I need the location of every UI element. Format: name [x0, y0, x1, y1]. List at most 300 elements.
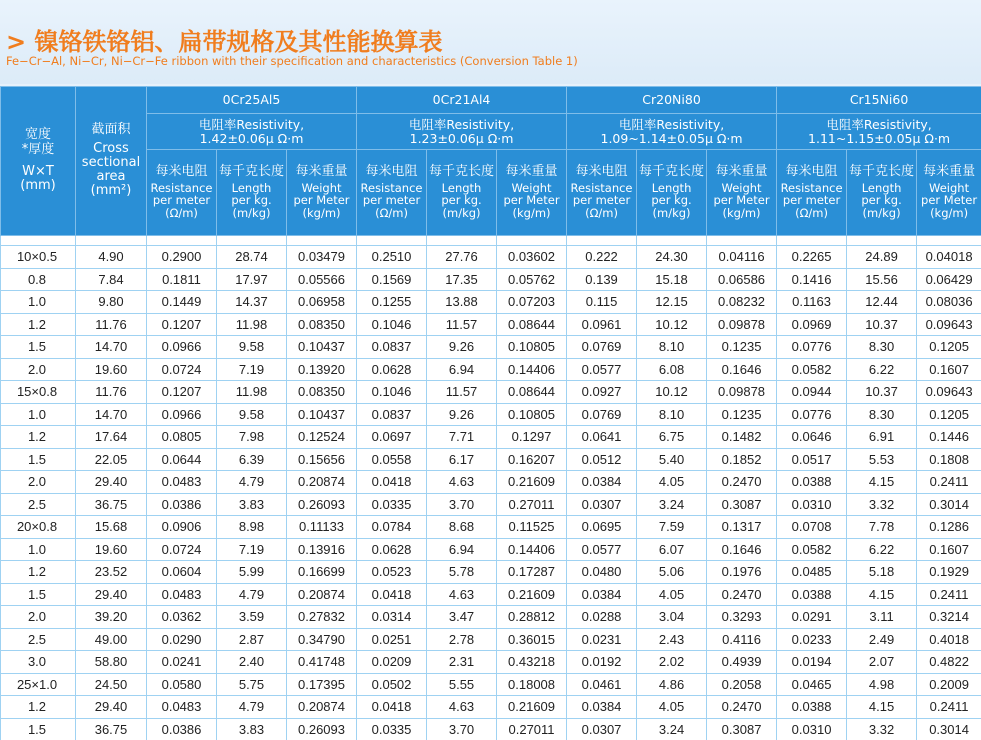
- value-cell: 0.0388: [777, 471, 847, 494]
- table-row: [1, 718, 981, 740]
- value-cell: 2.31: [427, 651, 497, 674]
- value-cell: 6.22: [847, 358, 917, 381]
- value-cell: 0.0784: [357, 516, 427, 539]
- value-cell: 4.63: [427, 696, 497, 719]
- value-cell: 10.12: [637, 381, 707, 404]
- value-cell: 0.41748: [287, 651, 357, 674]
- value-cell: 3.70: [427, 493, 497, 516]
- value-cell: 0.0944: [777, 381, 847, 404]
- table-row: [1, 426, 981, 449]
- value-cell: 0.2411: [917, 696, 981, 719]
- value-cell: 0.28812: [497, 606, 567, 629]
- value-cell: 0.13916: [287, 538, 357, 561]
- area-cell: 39.20: [76, 606, 147, 629]
- value-cell: 4.05: [637, 471, 707, 494]
- value-cell: 0.0310: [777, 718, 847, 740]
- length-per-kg-header: 每千克长度 Length per kg. (m/kg): [637, 150, 707, 236]
- value-cell: 0.0577: [567, 538, 637, 561]
- value-cell: 7.78: [847, 516, 917, 539]
- value-cell: 0.2470: [707, 583, 777, 606]
- dimension-cell: 1.5: [1, 336, 76, 359]
- value-cell: 2.87: [217, 628, 287, 651]
- value-cell: 0.3014: [917, 718, 981, 740]
- value-cell: 4.63: [427, 471, 497, 494]
- value-cell: 0.0480: [567, 561, 637, 584]
- value-cell: 0.0418: [357, 471, 427, 494]
- value-cell: 11.57: [427, 313, 497, 336]
- dimension-cell: 1.0: [1, 403, 76, 426]
- dimension-header: 宽度 *厚度 W×T (mm): [1, 87, 76, 236]
- value-cell: 0.0776: [777, 403, 847, 426]
- value-cell: 0.139: [567, 268, 637, 291]
- value-cell: 0.08350: [287, 381, 357, 404]
- value-cell: 0.1646: [707, 538, 777, 561]
- value-cell: 0.05762: [497, 268, 567, 291]
- value-cell: 0.1446: [917, 426, 981, 449]
- table-row: [1, 313, 981, 336]
- value-cell: 0.0386: [147, 493, 217, 516]
- value-cell: 0.0697: [357, 426, 427, 449]
- dimension-cell: 25×1.0: [1, 673, 76, 696]
- value-cell: 0.0461: [567, 673, 637, 696]
- value-cell: 3.59: [217, 606, 287, 629]
- value-cell: 9.26: [427, 403, 497, 426]
- table-row: [1, 493, 981, 516]
- weight-per-meter-header: 每米重量 Weight per Meter (kg/m): [497, 150, 567, 236]
- value-cell: 0.0290: [147, 628, 217, 651]
- value-cell: 2.40: [217, 651, 287, 674]
- value-cell: 0.1569: [357, 268, 427, 291]
- area-cell: 22.05: [76, 448, 147, 471]
- value-cell: 11.57: [427, 381, 497, 404]
- value-cell: 0.1046: [357, 313, 427, 336]
- value-cell: 0.14406: [497, 538, 567, 561]
- resistance-per-meter-header: 每米电阻 Resistance per meter (Ω/m): [567, 150, 637, 236]
- value-cell: 4.79: [217, 583, 287, 606]
- value-cell: 3.83: [217, 493, 287, 516]
- dimension-cell: 1.5: [1, 718, 76, 740]
- value-cell: 0.0580: [147, 673, 217, 696]
- value-cell: 0.1416: [777, 268, 847, 291]
- value-cell: 0.0386: [147, 718, 217, 740]
- value-cell: 0.2900: [147, 246, 217, 269]
- value-cell: 0.10805: [497, 403, 567, 426]
- value-cell: 0.0465: [777, 673, 847, 696]
- material-header: Cr20Ni80: [567, 87, 777, 114]
- material-header: Cr15Ni60: [777, 87, 981, 114]
- table-row: [1, 268, 981, 291]
- spacer-row: [1, 236, 981, 246]
- value-cell: 0.0314: [357, 606, 427, 629]
- dimension-cell: 20×0.8: [1, 516, 76, 539]
- value-cell: 0.11133: [287, 516, 357, 539]
- value-cell: 0.0966: [147, 403, 217, 426]
- value-cell: 5.06: [637, 561, 707, 584]
- value-cell: 28.74: [217, 246, 287, 269]
- value-cell: 4.05: [637, 583, 707, 606]
- value-cell: 0.11525: [497, 516, 567, 539]
- value-cell: 0.0209: [357, 651, 427, 674]
- value-cell: 0.06586: [707, 268, 777, 291]
- resistance-per-meter-header: 每米电阻 Resistance per meter (Ω/m): [777, 150, 847, 236]
- value-cell: 2.02: [637, 651, 707, 674]
- dimension-cell: 2.0: [1, 471, 76, 494]
- value-cell: 7.19: [217, 358, 287, 381]
- value-cell: 3.11: [847, 606, 917, 629]
- value-cell: 0.08232: [707, 291, 777, 314]
- area-cell: 9.80: [76, 291, 147, 314]
- value-cell: 0.0558: [357, 448, 427, 471]
- value-cell: 0.36015: [497, 628, 567, 651]
- value-cell: 0.1207: [147, 381, 217, 404]
- value-cell: 0.4939: [707, 651, 777, 674]
- area-header: 截面积 Cross sectional area (mm²): [76, 87, 147, 236]
- value-cell: 4.79: [217, 696, 287, 719]
- value-cell: 0.0695: [567, 516, 637, 539]
- value-cell: 0.0192: [567, 651, 637, 674]
- value-cell: 4.15: [847, 583, 917, 606]
- value-cell: 0.27011: [497, 493, 567, 516]
- value-cell: 0.27011: [497, 718, 567, 740]
- value-cell: 0.0708: [777, 516, 847, 539]
- value-cell: 3.24: [637, 718, 707, 740]
- value-cell: 6.07: [637, 538, 707, 561]
- area-cell: 14.70: [76, 336, 147, 359]
- table-row: [1, 291, 981, 314]
- value-cell: 7.98: [217, 426, 287, 449]
- length-per-kg-header: 每千克长度 Length per kg. (m/kg): [847, 150, 917, 236]
- value-cell: 0.09643: [917, 313, 981, 336]
- area-cell: 19.60: [76, 358, 147, 381]
- dimension-cell: 1.2: [1, 426, 76, 449]
- value-cell: 0.08644: [497, 313, 567, 336]
- value-cell: 6.22: [847, 538, 917, 561]
- value-cell: 0.0628: [357, 538, 427, 561]
- value-cell: 0.1163: [777, 291, 847, 314]
- value-cell: 0.0646: [777, 426, 847, 449]
- value-cell: 0.0384: [567, 471, 637, 494]
- value-cell: 0.10805: [497, 336, 567, 359]
- value-cell: 27.76: [427, 246, 497, 269]
- value-cell: 0.3214: [917, 606, 981, 629]
- value-cell: 11.98: [217, 381, 287, 404]
- table-row: [1, 606, 981, 629]
- value-cell: 5.18: [847, 561, 917, 584]
- value-cell: 0.1811: [147, 268, 217, 291]
- value-cell: 0.1205: [917, 336, 981, 359]
- area-cell: 29.40: [76, 583, 147, 606]
- value-cell: 0.0307: [567, 718, 637, 740]
- value-cell: 10.12: [637, 313, 707, 336]
- value-cell: 0.0362: [147, 606, 217, 629]
- value-cell: 0.0523: [357, 561, 427, 584]
- value-cell: 2.43: [637, 628, 707, 651]
- value-cell: 0.1235: [707, 403, 777, 426]
- value-cell: 0.0644: [147, 448, 217, 471]
- value-cell: 4.15: [847, 471, 917, 494]
- value-cell: 10.37: [847, 381, 917, 404]
- value-cell: 2.78: [427, 628, 497, 651]
- value-cell: 0.0384: [567, 583, 637, 606]
- value-cell: 0.0194: [777, 651, 847, 674]
- table-row: [1, 516, 981, 539]
- value-cell: 0.3087: [707, 718, 777, 740]
- area-cell: 49.00: [76, 628, 147, 651]
- value-cell: 0.0310: [777, 493, 847, 516]
- dimension-cell: 1.2: [1, 313, 76, 336]
- value-cell: 0.1046: [357, 381, 427, 404]
- resistance-per-meter-header: 每米电阻 Resistance per meter (Ω/m): [147, 150, 217, 236]
- value-cell: 0.43218: [497, 651, 567, 674]
- dimension-cell: 2.0: [1, 606, 76, 629]
- value-cell: 0.3293: [707, 606, 777, 629]
- area-cell: 36.75: [76, 718, 147, 740]
- material-header: 0Cr25Al5: [147, 87, 357, 114]
- value-cell: 6.08: [637, 358, 707, 381]
- value-cell: 0.0628: [357, 358, 427, 381]
- value-cell: 0.0483: [147, 471, 217, 494]
- value-cell: 8.30: [847, 403, 917, 426]
- value-cell: 4.86: [637, 673, 707, 696]
- value-cell: 0.4822: [917, 651, 981, 674]
- value-cell: 5.53: [847, 448, 917, 471]
- value-cell: 0.27832: [287, 606, 357, 629]
- value-cell: 4.05: [637, 696, 707, 719]
- value-cell: 8.10: [637, 336, 707, 359]
- dimension-cell: 1.0: [1, 291, 76, 314]
- area-cell: 24.50: [76, 673, 147, 696]
- value-cell: 0.0483: [147, 583, 217, 606]
- value-cell: 0.0724: [147, 358, 217, 381]
- value-cell: 0.17287: [497, 561, 567, 584]
- value-cell: 0.21609: [497, 471, 567, 494]
- value-cell: 0.1646: [707, 358, 777, 381]
- value-cell: 0.0251: [357, 628, 427, 651]
- value-cell: 8.10: [637, 403, 707, 426]
- value-cell: 0.0604: [147, 561, 217, 584]
- value-cell: 0.1852: [707, 448, 777, 471]
- value-cell: 8.98: [217, 516, 287, 539]
- value-cell: 0.0288: [567, 606, 637, 629]
- resistivity-header: 电阻率Resistivity, 1.42±0.06μ Ω·m: [147, 114, 357, 150]
- value-cell: 0.2058: [707, 673, 777, 696]
- dimension-cell: 1.0: [1, 538, 76, 561]
- value-cell: 0.2009: [917, 673, 981, 696]
- dimension-cell: 15×0.8: [1, 381, 76, 404]
- value-cell: 2.49: [847, 628, 917, 651]
- value-cell: 4.63: [427, 583, 497, 606]
- value-cell: 12.15: [637, 291, 707, 314]
- value-cell: 5.78: [427, 561, 497, 584]
- value-cell: 0.05566: [287, 268, 357, 291]
- value-cell: 0.3087: [707, 493, 777, 516]
- value-cell: 0.06958: [287, 291, 357, 314]
- value-cell: 15.18: [637, 268, 707, 291]
- value-cell: 0.0769: [567, 336, 637, 359]
- value-cell: 0.1286: [917, 516, 981, 539]
- value-cell: 0.0927: [567, 381, 637, 404]
- value-cell: 10.37: [847, 313, 917, 336]
- value-cell: 6.39: [217, 448, 287, 471]
- dimension-cell: 1.5: [1, 448, 76, 471]
- value-cell: 0.1297: [497, 426, 567, 449]
- value-cell: 0.0837: [357, 403, 427, 426]
- value-cell: 7.59: [637, 516, 707, 539]
- value-cell: 0.115: [567, 291, 637, 314]
- value-cell: 17.97: [217, 268, 287, 291]
- value-cell: 0.0483: [147, 696, 217, 719]
- table-row: [1, 403, 981, 426]
- table-row: [1, 471, 981, 494]
- value-cell: 3.32: [847, 493, 917, 516]
- value-cell: 0.0577: [567, 358, 637, 381]
- value-cell: 0.2265: [777, 246, 847, 269]
- weight-per-meter-header: 每米重量 Weight per Meter (kg/m): [707, 150, 777, 236]
- value-cell: 0.09878: [707, 381, 777, 404]
- value-cell: 6.91: [847, 426, 917, 449]
- value-cell: 5.55: [427, 673, 497, 696]
- value-cell: 0.09643: [917, 381, 981, 404]
- value-cell: 6.75: [637, 426, 707, 449]
- value-cell: 0.20874: [287, 583, 357, 606]
- length-per-kg-header: 每千克长度 Length per kg. (m/kg): [427, 150, 497, 236]
- conversion-table: [0, 86, 981, 740]
- area-cell: 17.64: [76, 426, 147, 449]
- value-cell: 0.0969: [777, 313, 847, 336]
- value-cell: 17.35: [427, 268, 497, 291]
- value-cell: 6.94: [427, 538, 497, 561]
- value-cell: 0.15656: [287, 448, 357, 471]
- value-cell: 0.1607: [917, 538, 981, 561]
- value-cell: 0.2470: [707, 696, 777, 719]
- value-cell: 3.83: [217, 718, 287, 740]
- value-cell: 0.16207: [497, 448, 567, 471]
- page-title: > 镍铬铁铬铝、扁带规格及其性能换算表: [6, 28, 443, 56]
- value-cell: 0.08036: [917, 291, 981, 314]
- value-cell: 0.0961: [567, 313, 637, 336]
- value-cell: 0.1317: [707, 516, 777, 539]
- value-cell: 0.1482: [707, 426, 777, 449]
- page-subtitle: Fe−Cr−Al, Ni−Cr, Ni−Cr−Fe ribbon with their specification and characteristics (Conversion Table 1): [6, 54, 578, 68]
- value-cell: 0.4018: [917, 628, 981, 651]
- value-cell: 0.0335: [357, 493, 427, 516]
- value-cell: 0.07203: [497, 291, 567, 314]
- value-cell: 0.2470: [707, 471, 777, 494]
- value-cell: 0.10437: [287, 336, 357, 359]
- value-cell: 9.58: [217, 336, 287, 359]
- value-cell: 0.0418: [357, 583, 427, 606]
- value-cell: 9.26: [427, 336, 497, 359]
- value-cell: 0.0291: [777, 606, 847, 629]
- value-cell: 0.17395: [287, 673, 357, 696]
- value-cell: 0.0384: [567, 696, 637, 719]
- value-cell: 7.71: [427, 426, 497, 449]
- dimension-cell: 1.2: [1, 561, 76, 584]
- table-row: [1, 381, 981, 404]
- dimension-cell: 0.8: [1, 268, 76, 291]
- value-cell: 0.0231: [567, 628, 637, 651]
- weight-per-meter-header: 每米重量 Weight per Meter (kg/m): [287, 150, 357, 236]
- dimension-cell: 2.5: [1, 493, 76, 516]
- value-cell: 15.56: [847, 268, 917, 291]
- dimension-cell: 2.5: [1, 628, 76, 651]
- value-cell: 6.17: [427, 448, 497, 471]
- value-cell: 0.04116: [707, 246, 777, 269]
- value-cell: 0.0805: [147, 426, 217, 449]
- table-row: [1, 628, 981, 651]
- table-row: [1, 336, 981, 359]
- value-cell: 0.0502: [357, 673, 427, 696]
- area-cell: 11.76: [76, 313, 147, 336]
- resistance-per-meter-header: 每米电阻 Resistance per meter (Ω/m): [357, 150, 427, 236]
- value-cell: 0.0388: [777, 583, 847, 606]
- value-cell: 4.79: [217, 471, 287, 494]
- value-cell: 0.3014: [917, 493, 981, 516]
- value-cell: 0.1235: [707, 336, 777, 359]
- dimension-cell: 1.2: [1, 696, 76, 719]
- value-cell: 11.98: [217, 313, 287, 336]
- value-cell: 0.222: [567, 246, 637, 269]
- length-per-kg-header: 每千克长度 Length per kg. (m/kg): [217, 150, 287, 236]
- value-cell: 0.0724: [147, 538, 217, 561]
- value-cell: 0.18008: [497, 673, 567, 696]
- area-cell: 36.75: [76, 493, 147, 516]
- value-cell: 2.07: [847, 651, 917, 674]
- value-cell: 0.21609: [497, 696, 567, 719]
- area-cell: 14.70: [76, 403, 147, 426]
- value-cell: 0.0582: [777, 538, 847, 561]
- value-cell: 5.99: [217, 561, 287, 584]
- value-cell: 14.37: [217, 291, 287, 314]
- value-cell: 0.1929: [917, 561, 981, 584]
- weight-per-meter-header: 每米重量 Weight per Meter (kg/m): [917, 150, 981, 236]
- area-cell: 19.60: [76, 538, 147, 561]
- dimension-cell: 3.0: [1, 651, 76, 674]
- table-row: [1, 696, 981, 719]
- value-cell: 0.0517: [777, 448, 847, 471]
- value-cell: 24.30: [637, 246, 707, 269]
- table-row: [1, 358, 981, 381]
- value-cell: 0.0776: [777, 336, 847, 359]
- table-row: [1, 538, 981, 561]
- value-cell: 0.34790: [287, 628, 357, 651]
- value-cell: 0.26093: [287, 493, 357, 516]
- value-cell: 0.0966: [147, 336, 217, 359]
- value-cell: 0.0641: [567, 426, 637, 449]
- value-cell: 0.2411: [917, 471, 981, 494]
- value-cell: 5.40: [637, 448, 707, 471]
- value-cell: 0.1808: [917, 448, 981, 471]
- value-cell: 0.1255: [357, 291, 427, 314]
- value-cell: 6.94: [427, 358, 497, 381]
- dimension-cell: 10×0.5: [1, 246, 76, 269]
- value-cell: 0.0485: [777, 561, 847, 584]
- value-cell: 0.1205: [917, 403, 981, 426]
- value-cell: 3.70: [427, 718, 497, 740]
- value-cell: 0.1976: [707, 561, 777, 584]
- value-cell: 0.20874: [287, 696, 357, 719]
- value-cell: 0.08350: [287, 313, 357, 336]
- value-cell: 0.0241: [147, 651, 217, 674]
- value-cell: 4.15: [847, 696, 917, 719]
- value-cell: 0.03479: [287, 246, 357, 269]
- table-row: [1, 583, 981, 606]
- value-cell: 13.88: [427, 291, 497, 314]
- value-cell: 0.03602: [497, 246, 567, 269]
- resistivity-header: 电阻率Resistivity, 1.23±0.06μ Ω·m: [357, 114, 567, 150]
- value-cell: 0.13920: [287, 358, 357, 381]
- table-row: [1, 651, 981, 674]
